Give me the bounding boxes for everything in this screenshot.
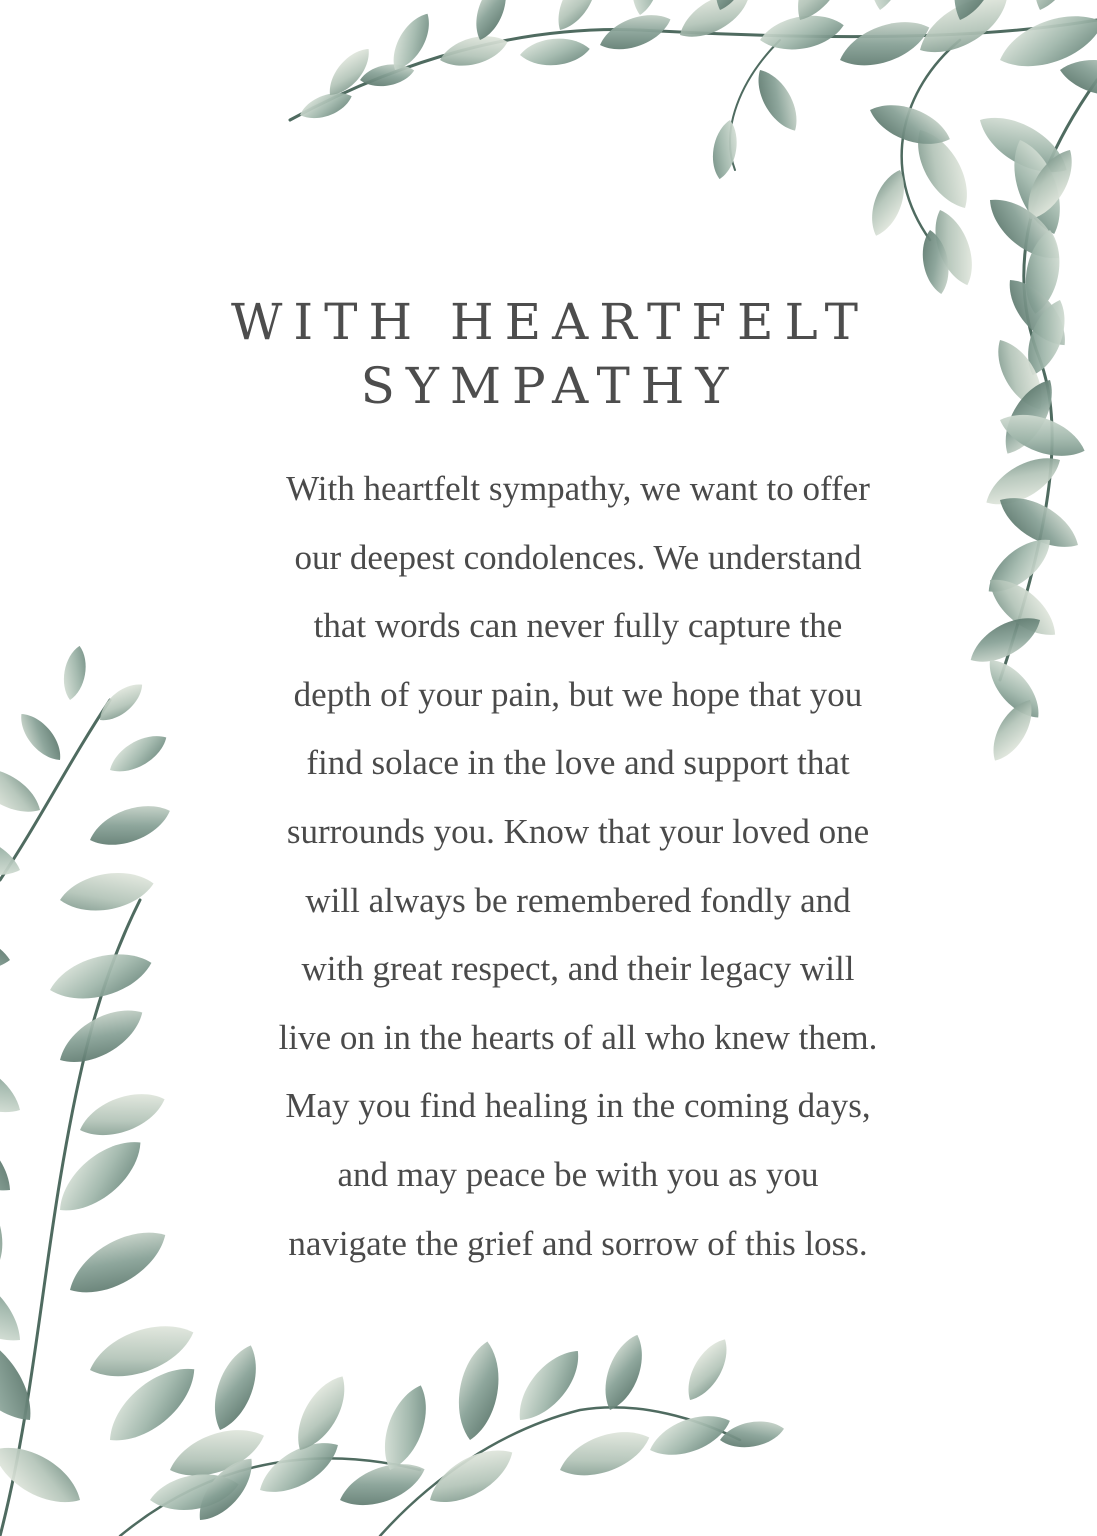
leaf-shape <box>57 866 157 918</box>
message-line: our deepest condolences. We understand <box>294 537 862 577</box>
leaf-shape <box>0 924 13 978</box>
leaf-shape <box>992 485 1087 559</box>
leaf-shape <box>452 1338 506 1443</box>
leaf-shape <box>679 1333 737 1407</box>
leaf-shape <box>979 187 1070 271</box>
stem <box>0 900 140 1536</box>
leaf-shape <box>978 446 1068 516</box>
leaf-shape <box>45 944 157 1009</box>
leaf-shape <box>0 757 48 823</box>
message-line: with great respect, and their legacy will <box>301 949 855 989</box>
leaf-shape <box>13 707 69 767</box>
leaf-shape <box>709 118 742 181</box>
leaf-shape <box>0 988 6 1057</box>
leaf-shape <box>93 677 148 728</box>
message-line: that words can never fully capture the <box>313 606 843 646</box>
leaf-shape <box>1057 53 1097 102</box>
leaf-shape <box>104 727 172 781</box>
stem <box>0 700 110 880</box>
leaf-shape <box>673 0 757 48</box>
leaf-shape <box>596 1330 652 1415</box>
leaf-shape <box>189 1449 263 1530</box>
leaf-shape <box>1002 134 1071 241</box>
leaf-shape <box>469 0 514 44</box>
leaf-shape <box>926 205 982 290</box>
stem <box>120 1458 420 1536</box>
leaf-shape <box>757 10 846 56</box>
stem <box>290 20 1097 120</box>
leaf-shape <box>437 29 511 72</box>
leaf-shape <box>296 86 355 124</box>
leaf-shape <box>834 11 935 77</box>
leaf-shape <box>51 997 151 1075</box>
leaf-shape <box>627 0 665 17</box>
leaf-shape <box>718 1417 786 1452</box>
leaf-shape <box>507 1340 591 1431</box>
leaf-shape <box>905 122 979 217</box>
leaf-shape <box>421 1437 521 1515</box>
leaf-shape <box>60 644 90 702</box>
leaf-shape <box>864 166 913 241</box>
leaf-shape <box>358 60 416 90</box>
leaf-shape <box>334 1453 430 1515</box>
leaf-shape <box>164 1418 271 1487</box>
leaf-shape <box>987 333 1053 417</box>
leaf-shape <box>971 104 1076 186</box>
leaf-shape <box>97 1353 208 1455</box>
leaf-shape <box>993 3 1097 79</box>
leaf-shape <box>998 270 1077 356</box>
message-line: live on in the hearts of all who knew them. <box>278 1017 878 1057</box>
leaf-shape <box>549 0 607 37</box>
card-title-line: SYMPATHY <box>360 357 740 415</box>
leaf-shape <box>1022 0 1091 16</box>
leaf-shape <box>0 823 26 885</box>
leaf-shape <box>979 529 1060 603</box>
leaf-shape <box>865 95 956 154</box>
condolence-message <box>170 455 986 1278</box>
leaf-shape <box>147 1468 241 1517</box>
message-line: will always be remembered fondly and <box>305 880 851 920</box>
leaf-shape <box>785 0 859 28</box>
leaf-shape <box>984 693 1042 767</box>
leaf-shape <box>519 36 591 68</box>
leaf-shape <box>0 1044 29 1126</box>
card-title <box>150 290 950 418</box>
leaf-shape <box>595 6 675 58</box>
leaf-shape <box>74 1083 170 1145</box>
leaf-shape <box>0 1103 23 1205</box>
leaf-shape <box>85 796 176 855</box>
leaf-shape <box>918 228 953 296</box>
leaf-shape <box>1017 143 1083 227</box>
leaf-shape <box>979 651 1049 727</box>
leaf-shape <box>60 1217 176 1308</box>
leaf-shape <box>980 568 1066 647</box>
leaf-shape <box>0 1154 18 1270</box>
leaf-shape <box>0 1314 47 1435</box>
stem <box>1000 80 1097 680</box>
leaf-shape <box>554 1421 655 1487</box>
leaf-shape <box>0 1434 89 1516</box>
leaf-shape <box>374 1380 436 1476</box>
message-line: depth of your pain, but we hope that you <box>293 674 863 714</box>
message-line: surrounds you. Know that your loved one <box>286 811 870 851</box>
leaf-shape <box>1020 227 1066 316</box>
leaf-shape <box>0 1250 34 1357</box>
message-line: May you find healing in the coming days, <box>285 1086 871 1126</box>
card-title-line: WITH HEARTFELT <box>231 293 869 351</box>
leaf-shape <box>863 0 912 13</box>
leaf-shape <box>707 0 759 15</box>
leaf-shape <box>83 1313 200 1389</box>
stem <box>730 40 780 170</box>
leaf-shape <box>1019 295 1075 380</box>
message-line: With heartfelt sympathy, we want to offer <box>286 469 870 508</box>
message-line: and may peace be with you as you <box>337 1154 819 1194</box>
leaf-shape <box>252 1430 347 1504</box>
stem <box>380 1407 740 1536</box>
leaf-shape <box>286 1368 356 1458</box>
leaf-shape <box>994 404 1090 466</box>
leaf-shape <box>942 0 1011 26</box>
leaf-shape <box>321 42 377 102</box>
leaf-shape <box>749 63 807 137</box>
leaf-shape <box>911 0 1016 66</box>
stem <box>902 40 960 240</box>
message-line: find solace in the love and support that <box>306 743 850 783</box>
leaf-shape <box>994 372 1064 462</box>
leaf-shape <box>645 1406 736 1465</box>
leaf-shape <box>47 1127 153 1225</box>
leaf-shape <box>204 1340 266 1436</box>
leaf-shape <box>384 8 438 76</box>
message-line: navigate the grief and sorrow of this loss. <box>288 1223 868 1263</box>
